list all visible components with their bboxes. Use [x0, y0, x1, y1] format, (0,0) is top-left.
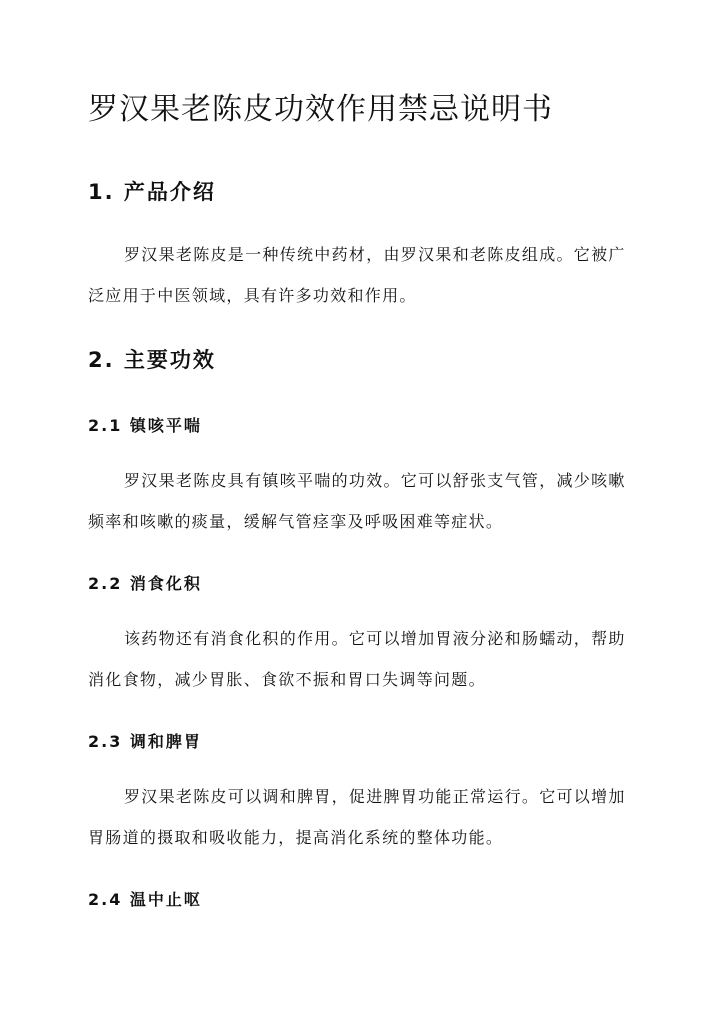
- spleen-stomach-paragraph: 罗汉果老陈皮可以调和脾胃，促进脾胃功能正常运行。它可以增加胃肠道的摄取和吸收能力，提高消化系统的整体功能。: [88, 787, 626, 847]
- subsection-heading-digestion: 2.2 消食化积: [88, 574, 202, 593]
- section-heading-product-intro: 1. 产品介绍: [88, 180, 216, 204]
- subsection-heading-cough: 2.1 镇咳平喘: [88, 416, 202, 435]
- section-heading-main-effects: 2. 主要功效: [88, 348, 216, 372]
- product-intro-paragraph: 罗汉果老陈皮是一种传统中药材，由罗汉果和老陈皮组成。它被广泛应用于中医领域，具有许多功效和作用。: [88, 245, 626, 305]
- digestion-paragraph: 该药物还有消食化积的作用。它可以增加胃液分泌和肠蠕动，帮助消化食物，减少胃胀、食欲不振和胃口失调等问题。: [88, 629, 626, 689]
- subsection-heading-spleen-stomach: 2.3 调和脾胃: [88, 732, 202, 751]
- document-title: 罗汉果老陈皮功效作用禁忌说明书: [88, 92, 553, 127]
- subsection-heading-stop-vomiting: 2.4 温中止呕: [88, 890, 202, 909]
- cough-paragraph: 罗汉果老陈皮具有镇咳平喘的功效。它可以舒张支气管，减少咳嗽频率和咳嗽的痰量，缓解气管痉挛及呼吸困难等症状。: [88, 471, 626, 531]
